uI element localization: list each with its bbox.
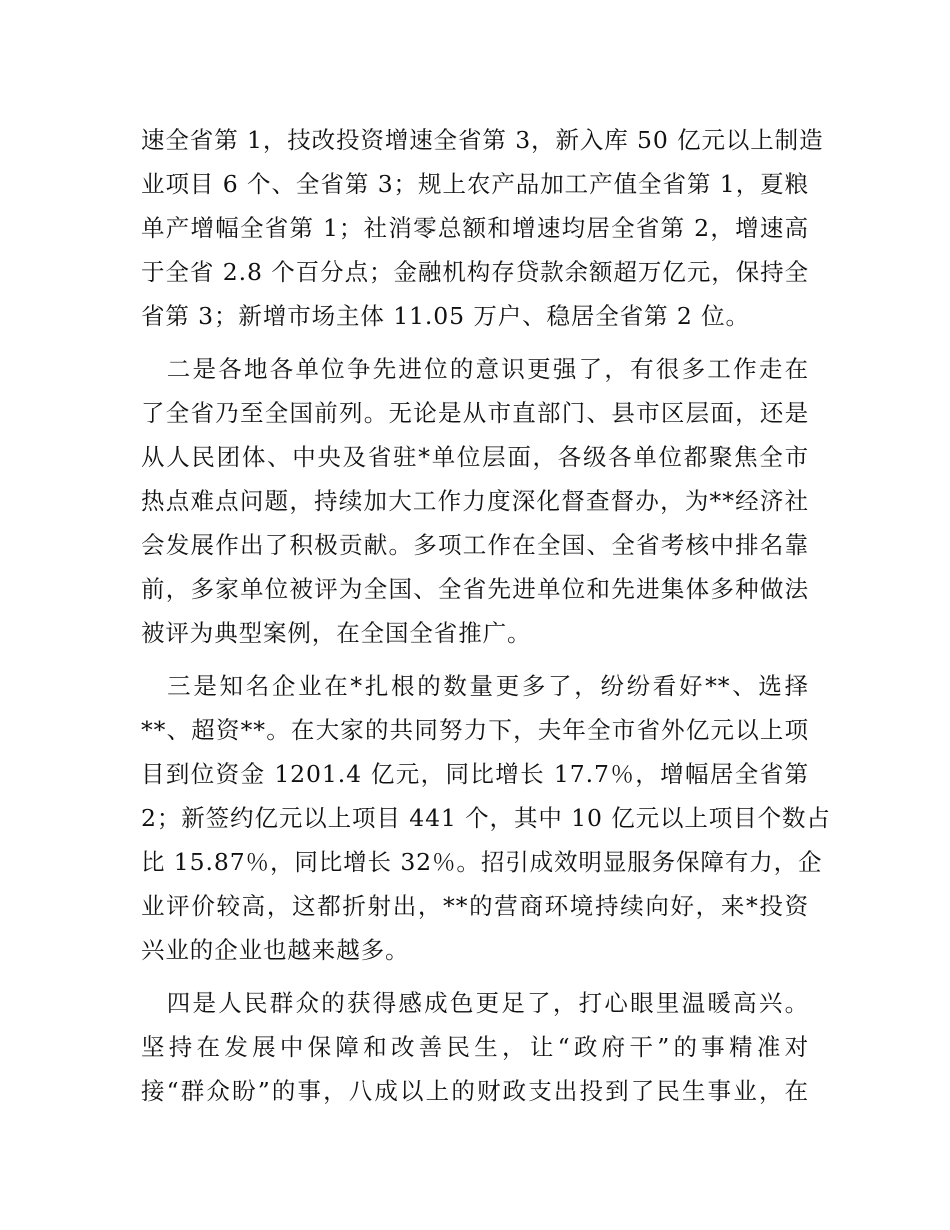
text-line: 兴业的企业也越来越多。 — [141, 936, 410, 964]
paragraph-2 — [141, 347, 809, 655]
text-line: **、超资**。在大家的共同努力下，夫年全市省外亿元以上项 — [141, 716, 809, 744]
text-line: 前，多家单位被评为全国、全省先进单位和先进集体多种做法 — [141, 575, 809, 603]
paragraph-3 — [141, 664, 831, 972]
text-line: 比 15.87％，同比增长 32％。招引成效明显服务保障有力，企 — [141, 848, 823, 876]
text-line: 单产增幅全省第 1；社消零总额和增速均居全省第 2，增速高 — [141, 214, 809, 242]
text-line: 三是知名企业在*扎根的数量更多了，纷纷看好**、选择 — [141, 672, 809, 700]
text-line: 被评为典型案例，在全国全省推广。 — [141, 619, 532, 647]
text-line: 业评价较高，这都折射出，**的营商环境持续向好，来*投资 — [141, 892, 809, 920]
text-line: 热点难点问题，持续加大工作力度深化督查督办，为**经济社 — [141, 487, 809, 515]
paragraph-1 — [141, 118, 824, 338]
text-line: 了全省乃至全国前列。无论是从市直部门、县市区层面，还是 — [141, 399, 809, 427]
text-line: 2；新签约亿元以上项目 441 个，其中 10 亿元以上项目个数占 — [141, 804, 831, 832]
text-line: 于全省 2.8 个百分点；金融机构存贷款余额超万亿元，保持全 — [141, 258, 809, 286]
text-line: 坚持在发展中保障和改善民生，让“政府干”的事精准对 — [141, 1033, 809, 1061]
text-line: 从人民团体、中央及省驻*单位层面，各级各单位都聚焦全市 — [141, 443, 809, 471]
text-line: 会发展作出了积极贡献。多项工作在全国、全省考核中排名靠 — [141, 531, 809, 559]
text-line: 速全省第 1，技改投资增速全省第 3，新入库 50 亿元以上制造 — [141, 126, 824, 154]
text-line: 目到位资金 1201.4 亿元，同比增长 17.7％，增幅居全省第 — [141, 760, 809, 788]
text-line: 二是各地各单位争先进位的意识更强了，有很多工作走在 — [141, 355, 809, 383]
document-body — [141, 118, 831, 1113]
text-line: 业项目 6 个、全省第 3；规上农产品加工产值全省第 1，夏粮 — [141, 170, 809, 198]
paragraph-4 — [141, 981, 809, 1113]
text-line: 省第 3；新增市场主体 11.05 万户、稳居全省第 2 位。 — [141, 302, 750, 330]
text-line: 接“群众盼”的事，八成以上的财政支出投到了民生事业，在 — [141, 1077, 809, 1105]
text-line: 四是人民群众的获得感成色更足了，打心眼里温暖高兴。 — [141, 989, 809, 1017]
